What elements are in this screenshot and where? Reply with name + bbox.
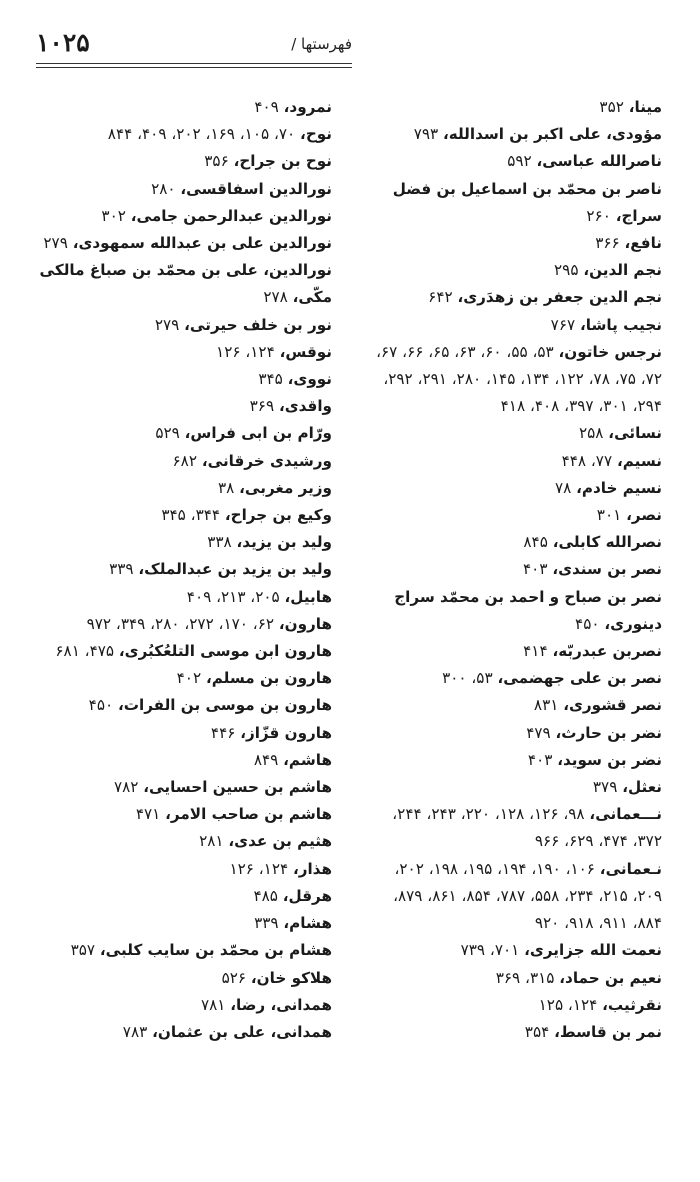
index-pages: ۲۷۹	[43, 234, 68, 253]
index-entry	[364, 556, 662, 583]
index-term: همدانی، علی بن عثمان،	[152, 1022, 332, 1041]
index-term: نضر بن حارث،	[555, 723, 662, 742]
index-pages: ۳۷۹	[592, 778, 618, 797]
index-pages: ۶۲، ۱۷۰، ۲۷۲، ۲۸۰، ۳۴۹، ۹۷۲	[86, 614, 275, 633]
index-entry	[364, 94, 662, 121]
index-entry	[34, 720, 332, 747]
index-pages: ۲۰۵، ۲۱۳، ۴۰۹	[186, 587, 280, 606]
index-pages: ۵۹۲	[507, 152, 532, 171]
index-pages: ۲۵۸	[578, 424, 604, 443]
index-pages: ۴۱۴	[523, 642, 548, 661]
index-term: ناصرالله عباسی،	[536, 152, 662, 171]
index-entry	[34, 638, 332, 665]
index-pages: ۶۴۲	[428, 288, 453, 307]
index-pages: ۳۰۲	[101, 206, 126, 225]
index-column-left	[34, 94, 332, 1046]
index-pages: ۵۲۹	[155, 424, 180, 443]
index-pages: ۷۸۱	[200, 995, 226, 1014]
index-term: نـــعمانی،	[589, 805, 662, 824]
index-pages: ۴۰۳	[527, 750, 553, 769]
index-term: هذار،	[292, 859, 332, 878]
index-pages: ۳۵۷	[70, 941, 96, 960]
index-entry	[34, 910, 332, 937]
index-term: هشام،	[283, 914, 332, 933]
index-entry	[364, 747, 662, 774]
index-entry	[34, 801, 332, 828]
index-pages: ۲۸۰	[151, 179, 176, 198]
index-entry	[34, 774, 332, 801]
index-pages: ۲۶۰	[586, 206, 611, 225]
index-term: نسائی،	[608, 424, 662, 443]
index-term: هلاکو خان،	[250, 968, 332, 987]
index-term: نصر بن صباح و احمد بن محمّد سراج دینوری،	[394, 587, 662, 633]
index-entry	[34, 475, 332, 502]
index-entry	[34, 448, 332, 475]
index-entry	[34, 665, 332, 692]
index-pages: ۴۴۶	[210, 723, 236, 742]
index-entry	[364, 692, 662, 719]
index-entry	[364, 176, 662, 230]
index-term: نعیم بن حماد،	[559, 968, 662, 987]
index-pages: ۴۵۰	[575, 614, 600, 633]
index-term: نوح،	[300, 125, 332, 144]
running-title: فهرستها /	[291, 35, 352, 53]
index-term: نصر،	[626, 506, 662, 525]
index-pages: ۱۲۴، ۱۲۶	[229, 859, 289, 878]
index-entry	[364, 529, 662, 556]
index-term: هابیل،	[284, 587, 332, 606]
index-term: نوح بن جراح،	[233, 152, 332, 171]
index-pages: ۷۸۳	[122, 1022, 148, 1041]
index-entry	[34, 502, 332, 529]
index-entry	[34, 584, 332, 611]
index-entry	[34, 747, 332, 774]
index-entry	[34, 556, 332, 583]
index-pages: ۷۶۷	[550, 315, 576, 334]
index-term: نـعمانی،	[599, 859, 662, 878]
index-term: هارون بن مسلم،	[205, 669, 332, 688]
index-pages: ۴۵۰	[88, 696, 114, 715]
index-entry	[34, 992, 332, 1019]
header-rule-bottom	[36, 67, 352, 68]
index-pages: ۷۸	[554, 478, 572, 497]
index-term: همدانی، رضا،	[230, 995, 332, 1014]
index-entry	[364, 312, 662, 339]
index-entry	[364, 420, 662, 447]
index-entry	[34, 856, 332, 883]
index-term: ورّام بن ابی فراس،	[184, 424, 332, 443]
index-pages: ۵۳، ۳۰۰	[442, 669, 493, 688]
index-pages: ۳۵۴	[524, 1022, 550, 1041]
index-term: نور بن خلف حیرتی،	[184, 315, 332, 334]
index-pages: ۲۸۱	[199, 832, 224, 851]
index-pages: ۷۸۲	[113, 778, 139, 797]
index-pages: ۳۳۸	[207, 533, 232, 552]
index-pages: ۳۰۱	[596, 506, 622, 525]
index-entry	[34, 94, 332, 121]
index-pages: ۴۰۳	[523, 560, 548, 579]
index-column-right	[364, 94, 662, 1046]
index-pages: ۲۹۵	[554, 261, 579, 280]
index-entry	[34, 257, 332, 311]
index-term: مؤودی، علی اکبر بن اسدالله،	[443, 125, 662, 144]
index-entry	[364, 448, 662, 475]
index-entry	[34, 230, 332, 257]
index-term: هرقل،	[282, 886, 332, 905]
index-term: نضر بن سوید،	[557, 750, 662, 769]
index-pages: ۴۰۹	[254, 98, 279, 116]
index-term: هشام بن محمّد بن سایب کلبی،	[99, 941, 332, 960]
index-term: وزیر مغربی،	[239, 478, 332, 497]
index-pages: ۵۲۶	[221, 968, 247, 987]
index-term: نقرثیب،	[602, 995, 662, 1014]
page-header	[36, 26, 352, 62]
index-pages: ۸۳۱	[533, 696, 559, 715]
index-term: ولید بن یزید،	[236, 533, 332, 552]
index-pages: ۳۱۵، ۳۶۹	[495, 968, 555, 987]
index-term: نصر قشوری،	[563, 696, 662, 715]
index-entry	[364, 584, 662, 638]
index-entry	[364, 774, 662, 801]
index-pages: ۱۰۶، ۱۹۰، ۱۹۴، ۱۹۵، ۱۹۸، ۲۰۲، ۲۰۹، ۲۱۵، ۲۳۴، ۵۵۸، ۷۸۷، ۸۵۴، ۸۶۱، ۸۷۹، ۸۸۴، ۹۱۱، ۹۱۸، ۹۲۰	[393, 859, 662, 933]
index-entry	[364, 121, 662, 148]
index-entry	[34, 965, 332, 992]
index-pages: ۷۰، ۱۰۵، ۱۶۹، ۲۰۲، ۴۰۹، ۸۴۴	[107, 125, 296, 144]
index-entry	[364, 1019, 662, 1046]
index-entry	[364, 257, 662, 284]
index-entry	[364, 475, 662, 502]
index-pages: ۳۴۵	[258, 370, 283, 389]
index-term: نافع،	[624, 234, 662, 253]
index-term: نووی،	[287, 370, 332, 389]
index-pages: ۴۷۱	[135, 805, 161, 824]
index-entry	[34, 339, 332, 366]
index-pages: ۷۹۳	[413, 125, 439, 144]
index-pages: ۱۲۴، ۱۲۵	[538, 995, 598, 1014]
index-pages: ۲۷۹	[154, 315, 180, 334]
index-entry	[34, 1019, 332, 1046]
index-term: نصر بن علی جهضمی،	[497, 669, 662, 688]
index-term: نورالدین علی بن عبدالله سمهودی،	[72, 234, 332, 253]
index-term: هاشم،	[283, 750, 332, 769]
index-term: نسیم خادم،	[576, 478, 662, 497]
index-entry	[364, 339, 662, 421]
index-pages: ۸۴۹	[253, 750, 279, 769]
index-pages: ۹۸، ۱۲۶، ۱۲۸، ۲۲۰، ۲۴۳، ۲۴۴، ۳۷۲، ۴۷۴، ۶۲۹، ۹۶۶	[392, 805, 662, 851]
index-term: نجم الدین،	[583, 261, 662, 280]
index-pages: ۳۶۹	[249, 397, 275, 416]
index-pages: ۴۷۵، ۶۸۱	[55, 642, 115, 661]
index-pages: ۵۳، ۵۵، ۶۰، ۶۳، ۶۵، ۶۶، ۶۷، ۷۲، ۷۵، ۷۸، ۱۲۲، ۱۳۴، ۱۴۵، ۲۸۰، ۲۹۱، ۲۹۲، ۲۹۴، ۳۰۱، ۳۹۷، ۴۰۸، ۴۱۸	[376, 342, 662, 416]
index-entry	[364, 992, 662, 1019]
index-pages: ۲۷۸	[263, 288, 288, 307]
index-term: نورالدین، علی بن محمّد بن صباغ مالکی مکّی،	[39, 261, 332, 307]
index-term: نورالدین عبدالرحمن جامی،	[130, 206, 332, 225]
index-entry	[364, 856, 662, 938]
index-term: هارون ابن موسی التلعُکبُری،	[118, 642, 332, 661]
page-number: ۱۰۲۵	[36, 28, 90, 57]
index-pages: ۳۵۶	[204, 152, 229, 171]
index-term: نوقس،	[279, 342, 332, 361]
index-pages: ۳۴۴، ۳۴۵	[161, 506, 221, 525]
index-entry	[34, 148, 332, 175]
index-term: نعمت الله جزایری،	[524, 941, 662, 960]
index-pages: ۳۳۹	[109, 560, 134, 579]
index-pages: ۷۰۱، ۷۳۹	[460, 941, 520, 960]
index-term: هارون قزّاز،	[240, 723, 332, 742]
index-entry	[34, 121, 332, 148]
header-rule-top	[36, 63, 352, 64]
index-entry	[34, 529, 332, 556]
index-pages: ۷۷، ۴۴۸	[561, 451, 613, 470]
index-term: هارون،	[278, 614, 332, 633]
index-pages: ۳۵۲	[599, 98, 624, 116]
index-pages: ۴۷۹	[526, 723, 551, 742]
index-term: ورشیدی خرقانی،	[201, 451, 332, 470]
index-entry	[364, 638, 662, 665]
index-term: نورالدین اسفاقسی،	[180, 179, 332, 198]
index-term: واقدی،	[278, 397, 332, 416]
index-entry	[34, 420, 332, 447]
index-pages: ۳۳۹	[254, 914, 279, 933]
index-term: ناصر بن محمّد بن اسماعیل بن فضل سراج،	[392, 179, 662, 225]
index-pages: ۸۴۵	[523, 533, 548, 552]
index-pages: ۱۲۴، ۱۲۶	[216, 342, 275, 361]
index-pages: ۴۰۲	[176, 669, 202, 688]
index-entry	[34, 203, 332, 230]
index-pages: ۳۶۶	[595, 234, 620, 253]
index-entry	[364, 937, 662, 964]
index-pages: ۴۸۵	[253, 886, 278, 905]
index-term: هاشم بن حسین احسایی،	[143, 778, 332, 797]
index-entry	[34, 393, 332, 420]
index-entry	[34, 366, 332, 393]
index-entry	[364, 965, 662, 992]
index-term: نسیم،	[616, 451, 662, 470]
index-term: وکیع بن جراح،	[224, 506, 332, 525]
index-pages: ۳۸	[217, 478, 235, 497]
index-term: هثیم بن عدی،	[228, 832, 332, 851]
index-entry	[34, 176, 332, 203]
index-pages: ۶۸۲	[172, 451, 197, 470]
index-term: نمر بن قاسط،	[554, 1022, 662, 1041]
index-term: هاشم بن صاحب الامر،	[165, 805, 332, 824]
index-term: نصر بن سندی،	[552, 560, 662, 579]
index-entry	[364, 720, 662, 747]
index-entry	[34, 828, 332, 855]
index-term: نجم الدین جعفر بن زهدَری،	[457, 288, 662, 307]
index-entry	[364, 502, 662, 529]
index-term: هارون بن موسی بن الفرات،	[117, 696, 332, 715]
index-term: نرجس خاتون،	[558, 342, 662, 361]
index-entry	[364, 284, 662, 311]
index-entry	[34, 937, 332, 964]
index-entry	[364, 148, 662, 175]
index-entry	[34, 692, 332, 719]
index-entry	[34, 611, 332, 638]
index-entry	[34, 312, 332, 339]
index-entry	[364, 801, 662, 855]
index-term: نعثل،	[622, 778, 662, 797]
index-entry	[34, 883, 332, 910]
index-term: نجیب پاشا،	[579, 315, 662, 334]
index-term: مینا،	[628, 98, 662, 116]
index-entry	[364, 230, 662, 257]
index-term: نصرالله کابلی،	[552, 533, 662, 552]
index-term: نمرود،	[283, 98, 332, 116]
index-term: نصربن عبدربّه،	[552, 642, 662, 661]
index-term: ولید بن یزید بن عبدالملک،	[138, 560, 332, 579]
index-entry	[364, 665, 662, 692]
